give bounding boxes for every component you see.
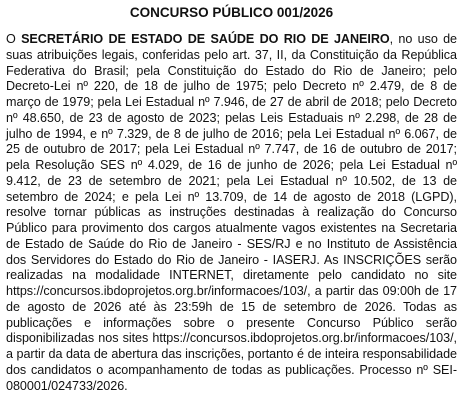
notice-lead: O xyxy=(6,32,22,46)
notice-title: CONCURSO PÚBLICO 001/2026 xyxy=(129,5,334,20)
notice-body xyxy=(6,32,457,394)
authority-name: SECRETÁRIO DE ESTADO DE SAÚDE DO RIO DE JANEIRO xyxy=(21,32,390,46)
notice-text: , no uso de suas atribuições legais, conferidas pelo art. 37, II, da Constituição da República Federativa do Brasil; pela Constituição do Estado do Rio de Janeiro; pelo Decreto-Lei nº 220, de 18 de julho de 1975; pelo Decreto nº 2.479, de 8 de março de 1979; pela Lei Estadual nº 7.946, de 27 de abril de 2018; pelo Decreto nº 48.650, de 23 de agosto de 2023; pelas Leis Estaduais nº 2.298, de 28 de julho de 1994, e nº 7.329, de 8 de julho de 2016; pela Lei Estadual nº 6.067, de 25 de outubro de 2017; pela Lei Estadual nº 7.747, de 16 de outubro de 2017; pela Resolução SES nº 4.029, de 16 de junho de 2026; pela Lei Estadual nº 9.412, de 23 de setembro de 2021; pela Lei Estadual nº 10.502, de 13 de setembro de 2024; e pela Lei nº 13.709, de 14 de agosto de 2018 (LGPD), resolve tornar públicas as instruções destinadas à realização do Concurso Público para provimento dos cargos atualmente vagos existentes na Secretaria de Estado de Saúde do Rio de Janeiro - SES/RJ e no Instituto de Assistência dos Servidores do Estado do Rio de Janeiro - IASERJ. As INSCRIÇÕES serão realizadas na modalidade INTERNET, diretamente pelo candidato no site https://concursos.ibdoprojetos.org.br/informacoes/103/, a partir das 09:00h de 17 de agosto de 2026 até às 23:59h de 15 de setembro de 2026. Todas as publicações e informações sobre o presente Concurso Público serão disponibilizadas nos sites https://concursos.ibdoprojetos.org.br/informacoes/103/, a partir da data de abertura das inscrições, portanto é de inteira responsabilidade dos candidatos o acompanhamento de todas as publicações. Processo nº SEI-080001/024733/2026. xyxy=(6,32,457,393)
